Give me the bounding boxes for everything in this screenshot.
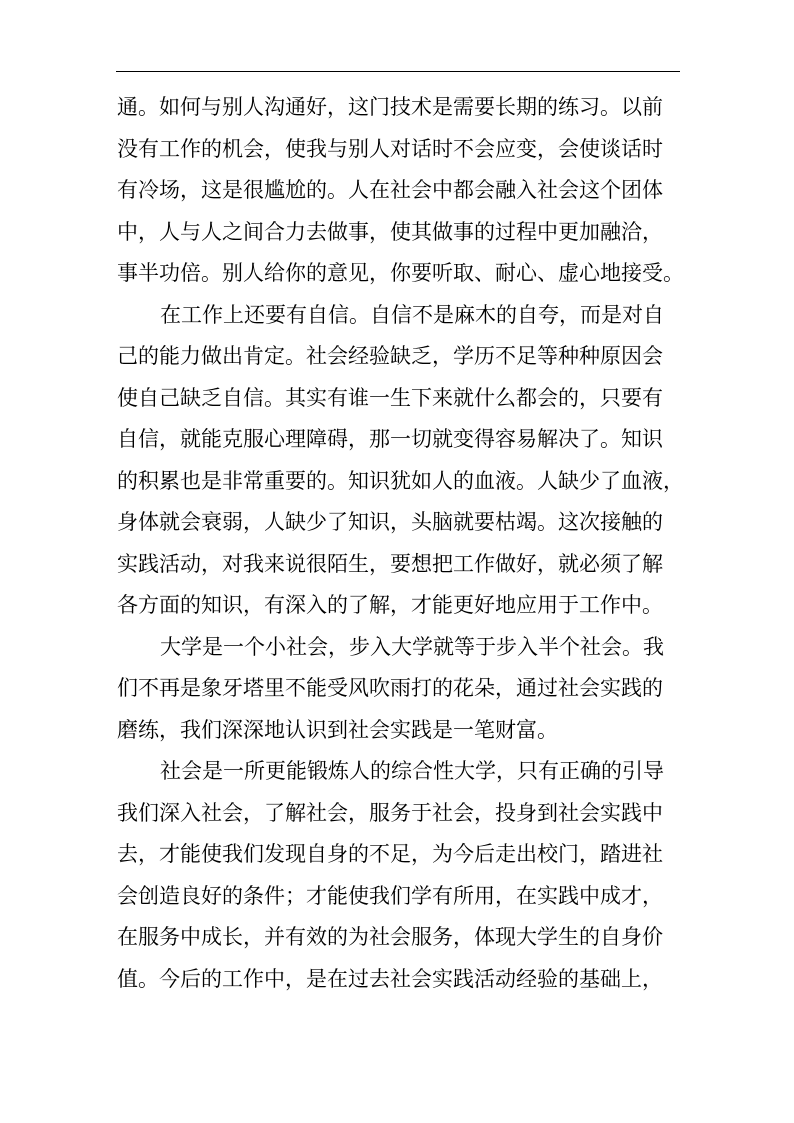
paragraph-start-line: 大学是一个小社会，步入大学就等于步入半个社会。我 <box>160 634 664 659</box>
text-line: 磨练，我们深深地认识到社会实践是一笔财富。 <box>117 717 558 742</box>
text-line: 中，人与人之间合力去做事，使其做事的过程中更加融洽， <box>117 219 663 244</box>
text-line: 在服务中成长，并有效的为社会服务，体现大学生的自身价 <box>117 925 663 949</box>
text-line: 会创造良好的条件；才能使我们学有所用，在实践中成才， <box>117 883 663 908</box>
text-line: 使自己缺乏自信。其实有谁一生下来就什么都会的，只要有 <box>117 385 663 410</box>
text-line: 我们深入社会，了解社会，服务于社会，投身到社会实践中 <box>117 800 663 825</box>
document-body <box>117 87 683 1000</box>
text-line: 值。今后的工作中，是在过去社会实践活动经验的基础上， <box>117 966 663 991</box>
text-line: 事半功倍。别人给你的意见，你要听取、耐心、虚心地接受。 <box>117 261 684 285</box>
header-rule <box>116 71 680 72</box>
text-line: 没有工作的机会，使我与别人对话时不会应变，会使谈话时 <box>117 136 663 161</box>
text-line: 的积累也是非常重要的。知识犹如人的血液。人缺少了血液， <box>117 468 684 493</box>
text-line: 有冷场，这是很尴尬的。人在社会中都会融入社会这个团体 <box>117 178 663 202</box>
text-line: 去，才能使我们发现自身的不足，为今后走出校门，踏进社 <box>117 842 663 866</box>
text-line: 们不再是象牙塔里不能受风吹雨打的花朵，通过社会实践的 <box>117 676 663 700</box>
text-line: 身体就会衰弱，人缺少了知识，头脑就要枯竭。这次接触的 <box>117 510 663 534</box>
text-line: 通。如何与别人沟通好，这门技术是需要长期的练习。以前 <box>117 95 663 119</box>
text-line: 实践活动，对我来说很陌生，要想把工作做好，就必须了解 <box>117 551 663 576</box>
paragraph-start-line: 在工作上还要有自信。自信不是麻木的自夸，而是对自 <box>160 302 664 327</box>
text-line: 各方面的知识，有深入的了解，才能更好地应用于工作中。 <box>117 593 663 617</box>
text-line: 自信，就能克服心理障碍，那一切就变得容易解决了。知识 <box>117 427 663 451</box>
paragraph-start-line: 社会是一所更能锻炼人的综合性大学，只有正确的引导 <box>160 759 664 783</box>
text-line: 己的能力做出肯定。社会经验缺乏，学历不足等种种原因会 <box>117 344 663 368</box>
